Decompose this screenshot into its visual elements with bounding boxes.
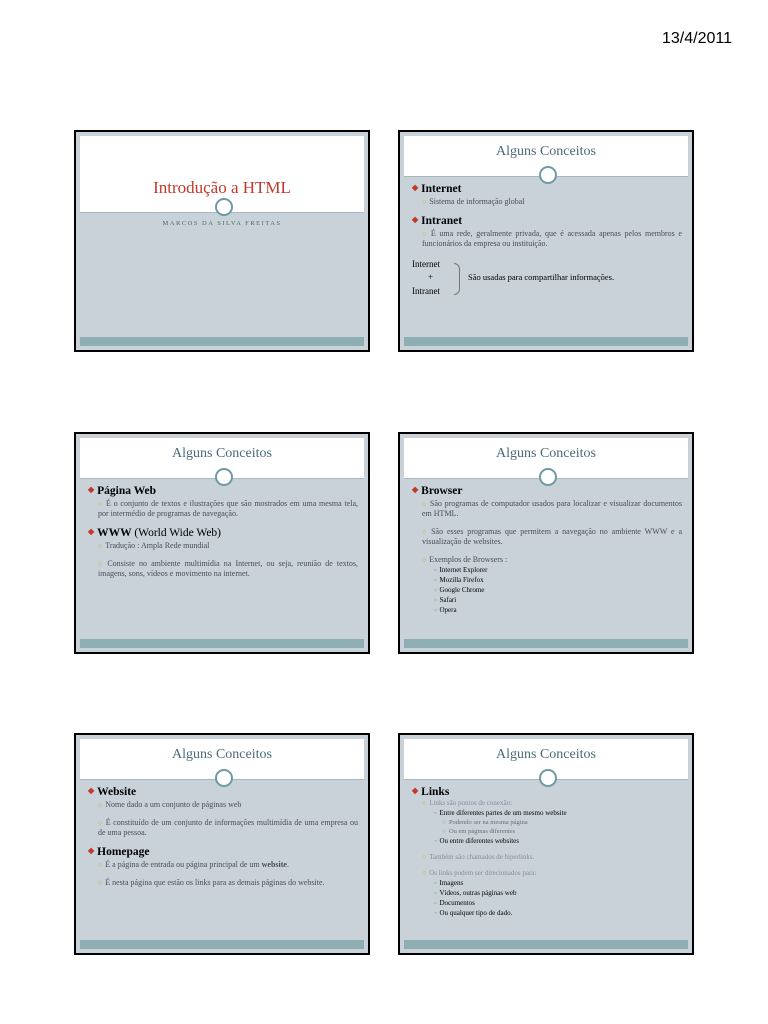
slide-title: Alguns Conceitos — [496, 446, 596, 461]
list-item: ▫ Imagens — [434, 879, 464, 887]
subitem: ○ São programas de computador usados para localizar e visualizar documentos em HTML. — [422, 499, 682, 518]
list-item: ▫ Mozilla Firefox — [434, 576, 484, 584]
list-item: ▫ Safari — [434, 596, 457, 604]
dash-bullet-icon: ▫ — [434, 809, 437, 817]
circle-bullet-icon: ○ — [422, 500, 427, 508]
slide-footer-bar — [404, 940, 688, 949]
heading-website: ◆ Website — [88, 786, 137, 798]
slide-4 — [398, 432, 694, 654]
circle-bullet-icon: ○ — [98, 542, 103, 550]
diagram-label-internet: Internet — [412, 259, 440, 269]
list-item: ▫ Ou qualquer tipo de dado. — [434, 909, 513, 917]
slide-footer-bar — [404, 337, 688, 346]
list-item: ▫ Ou entre diferentes websites — [434, 837, 519, 845]
dash-bullet-icon: ▫ — [434, 837, 437, 845]
circle-bullet-icon: ○ — [98, 879, 103, 887]
dash-bullet-icon: ▫ — [434, 606, 437, 614]
heading-links: ◆ Links — [412, 786, 450, 798]
circle-bullet-icon: ○ — [98, 861, 103, 869]
dash-bullet-icon: ▫ — [434, 889, 437, 897]
circle-bullet-icon: ○ — [98, 500, 103, 508]
slide-title: Alguns Conceitos — [172, 747, 272, 762]
subitem: ○ Tradução : Ampla Rede mundial — [98, 541, 210, 550]
subitem: ○ Sistema de informação global — [422, 197, 525, 206]
heading-homepage: ◆ Homepage — [88, 846, 150, 858]
bullet-icon: ◆ — [412, 215, 419, 224]
subitem: ○ É o conjunto de textos e ilustrações que são mostrados em uma mesma tela, por intermédio de programas de navegação. — [98, 499, 358, 518]
diagram-text: São usadas para compartilhar informações. — [468, 272, 615, 282]
subitem: ○ Também são chamados de hiperlinks. — [422, 853, 535, 861]
circle-bullet-icon: ○ — [422, 799, 427, 807]
heading-intranet: ◆ Intranet — [412, 215, 463, 227]
dash-bullet-icon: ▫ — [434, 879, 437, 887]
slide-footer-bar — [80, 639, 364, 648]
heading-internet: ◆ Internet — [412, 183, 462, 195]
bullet-icon: ◆ — [412, 183, 419, 192]
circle-bullet-icon: ○ — [98, 560, 105, 568]
bullet-icon: ◆ — [88, 786, 95, 795]
bullet-icon: ◆ — [88, 527, 95, 536]
slide-1 — [74, 130, 370, 352]
slide-body — [404, 780, 688, 941]
slide-title: Alguns Conceitos — [172, 446, 272, 461]
internet-intranet-diagram — [412, 259, 682, 301]
slide-footer-bar — [80, 337, 364, 346]
circle-bullet-icon: ○ — [442, 819, 446, 826]
brace-icon — [454, 263, 460, 295]
bullet-icon: ◆ — [412, 786, 419, 795]
slide-author: MARCOS DA SILVA FREITAS — [162, 220, 282, 227]
slide-title: Introdução a HTML — [153, 178, 291, 197]
slide-title: Alguns Conceitos — [496, 144, 596, 159]
slide-footer-bar — [80, 940, 364, 949]
list-item: ▫ Opera — [434, 606, 457, 614]
subitem: ○ Consiste no ambiente multimídia na Internet, ou seja, reunião de textos, imagens, sons, vídeos e movimento na internet. — [98, 559, 358, 578]
diagram-plus: + — [428, 272, 434, 282]
circle-bullet-icon: ○ — [98, 801, 103, 809]
circle-bullet-icon: ○ — [422, 198, 427, 206]
circle-bullet-icon: ○ — [422, 556, 427, 564]
list-item: ▫ Vídeos, outras páginas web — [434, 889, 517, 897]
list-item: ▫ Google Chrome — [434, 586, 485, 594]
list-subitem: ○ Ou em páginas diferentes — [442, 828, 516, 835]
list-item: ▫ Documentos — [434, 899, 475, 907]
subitem: ○ Exemplos de Browsers : — [422, 555, 508, 564]
slide-footer-bar — [404, 639, 688, 648]
slide-5 — [74, 733, 370, 955]
circle-bullet-icon: ○ — [98, 819, 103, 827]
circle-bullet-icon: ○ — [422, 528, 429, 536]
subitem: ○ São esses programas que permitem a navegação no ambiente WWW e a visualização de websites. — [422, 527, 682, 546]
subitem: ○ Nome dado a um conjunto de páginas web — [98, 800, 242, 809]
circle-bullet-icon: ○ — [442, 828, 446, 835]
circle-ornament-icon — [215, 198, 233, 216]
slide-3 — [74, 432, 370, 654]
slide-6 — [398, 733, 694, 955]
list-item: ▫ Entre diferentes partes de um mesmo website — [434, 809, 567, 817]
page-date: 13/4/2011 — [662, 30, 732, 47]
dash-bullet-icon: ▫ — [434, 596, 437, 604]
subitem: ○ É a página de entrada ou página principal de um website. — [98, 860, 289, 869]
slide-body — [404, 177, 688, 338]
slide-2 — [398, 130, 694, 352]
heading-www: ◆ WWW (World Wide Web) — [88, 527, 222, 539]
dash-bullet-icon: ▫ — [434, 586, 437, 594]
subitem: ○ É uma rede, geralmente privada, que é acessada apenas pelos membros e funcionários da empresa ou instituição. — [422, 229, 682, 248]
list-subitem: ○ Podendo ser na mesma página — [442, 819, 528, 826]
list-item: ▫ Internet Explorer — [434, 566, 488, 574]
circle-bullet-icon: ○ — [422, 869, 427, 877]
dash-bullet-icon: ▫ — [434, 576, 437, 584]
circle-bullet-icon: ○ — [422, 230, 428, 238]
dash-bullet-icon: ▫ — [434, 909, 437, 917]
subitem: ○ Links são pontos de conexão: — [422, 799, 513, 807]
diagram-label-intranet: Intranet — [412, 286, 440, 296]
bullet-icon: ◆ — [88, 846, 95, 855]
subitem: ○ É constituído de um conjunto de informações multimídia de uma empresa ou de uma pessoa. — [98, 818, 358, 837]
slide-body — [404, 479, 688, 640]
slide-title: Alguns Conceitos — [496, 747, 596, 762]
slide-body — [80, 780, 364, 941]
bullet-icon: ◆ — [412, 485, 419, 494]
dash-bullet-icon: ▫ — [434, 566, 437, 574]
circle-bullet-icon: ○ — [422, 853, 427, 861]
subitem: ○ Os links podem ser direcionados para: — [422, 869, 537, 877]
subitem: ○ É nesta página que estão os links para as demais páginas do website. — [98, 878, 325, 887]
heading-pagina-web: ◆ Página Web — [88, 485, 157, 497]
slide-body — [80, 479, 364, 640]
dash-bullet-icon: ▫ — [434, 899, 437, 907]
heading-browser: ◆ Browser — [412, 485, 463, 497]
bullet-icon: ◆ — [88, 485, 95, 494]
